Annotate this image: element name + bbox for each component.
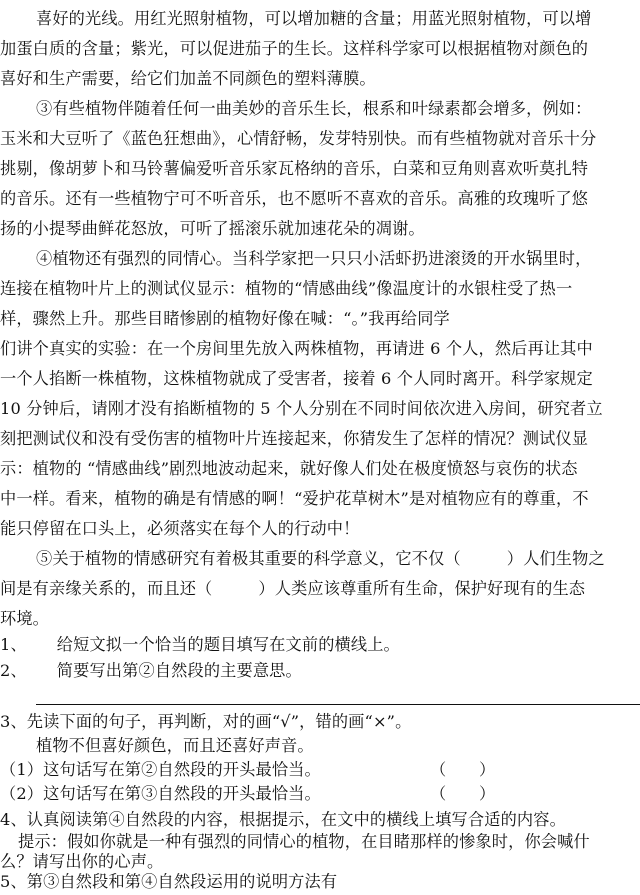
paragraph-4-line: 一个人掐断一株植物，这株植物就成了受害者，接着 6 个人同时离开。科学家规定 xyxy=(0,369,593,388)
q4-hint-line: 提示：假如你就是一种有强烈的同情心的植物，在目睹那样的惨象时，你会喊什 xyxy=(18,832,590,851)
paragraph-5-line: 环境。 xyxy=(0,609,50,628)
paragraph-3-line: 挑剔，像胡萝卜和马铃薯偏爱听音乐家瓦格纳的音乐，白菜和豆角则喜欢听莫扎特 xyxy=(0,159,589,178)
paragraph-3-line: 的音乐。还有一些植物宁可不听音乐，也不愿听不喜欢的音乐。高雅的玫瑰听了悠 xyxy=(0,189,589,208)
paragraph-4-line: 连接在植物叶片上的测试仪显示：植物的“情感曲线”像温度计的水银柱受了热一 xyxy=(0,279,573,298)
text-line: 喜好和生产需要，给它们加盖不同颜色的塑料薄膜。 xyxy=(0,69,376,88)
paragraph-3-line: 玉米和大豆听了《蓝色狂想曲》，心情舒畅，发芽特别快。而有些植物就对音乐十分 xyxy=(0,129,597,148)
q3-item-2: （2）这句话写在第③自然段的开头最恰当。 （ ） xyxy=(0,782,640,806)
q3-item-1: （1）这句话写在第②自然段的开头最恰当。 （ ） xyxy=(0,758,640,782)
question-5: 5、第③自然段和第④自然段运用的说明方法有 xyxy=(0,872,338,891)
paragraph-4-line: 示：植物的 “情感曲线”剧烈地波动起来，就好像人们处在极度愤怒与哀伤的状态 xyxy=(0,459,578,478)
q3-item-1-answer-paren[interactable]: （ ） xyxy=(430,760,496,779)
q3-sentence: 植物不但喜好颜色，而且还喜好声音。 xyxy=(36,736,314,755)
q2-answer-line[interactable] xyxy=(36,704,640,705)
text-line: 喜好的光线。用红光照射植物，可以增加糖的含量；用蓝光照射植物，可以增 xyxy=(36,9,592,28)
paragraph-3-line: ③有些植物伴随着任何一曲美妙的音乐生长，根系和叶绿素都会增多，例如： xyxy=(36,99,592,118)
question-3: 3、先读下面的句子，再判断，对的画“√”，错的画“×”。 xyxy=(0,712,412,731)
paragraph-4-line: 中一样。看来，植物的确是有情感的啊！“爱护花草树木”是对植物应有的尊重，不 xyxy=(0,489,589,508)
question-2: 2、 简要写出第②自然段的主要意思。 xyxy=(0,661,302,680)
paragraph-4-line: 样，骤然上升。那些目睹惨剧的植物好像在喊：“。”我再给同学 xyxy=(0,309,450,328)
paragraph-5-line: ⑤关于植物的情感研究有着极其重要的科学意义，它不仅（ ）人们生物之 xyxy=(36,549,605,568)
question-1: 1、 给短文拟一个恰当的题目填写在文前的横线上。 xyxy=(0,635,400,654)
text-line: 加蛋白质的含量；紫光，可以促进茄子的生长。这样科学家可以根据植物对颜色的 xyxy=(0,39,589,58)
paragraph-5-line: 间是有亲缘关系的，而且还（ ）人类应该尊重所有生命，保护好现有的生态 xyxy=(0,579,586,598)
q4-hint-line: 么？请写出你的心声。 xyxy=(0,852,164,871)
q3-item-2-answer-paren[interactable]: （ ） xyxy=(430,784,496,803)
paragraph-4-line: 刻把测试仪和没有受伤害的植物叶片连接起来，你猜发生了怎样的情况？测试仪显 xyxy=(0,429,589,448)
question-4: 4、认真阅读第④自然段的内容，根据提示，在文中的横线上填写合适的内容。 xyxy=(0,810,566,829)
paragraph-4-line: 能只停留在口头上，必须落实在每个人的行动中！ xyxy=(0,519,360,538)
paragraph-3-line: 扬的小提琴曲鲜花怒放，可听了摇滚乐就加速花朵的凋谢。 xyxy=(0,219,425,238)
paragraph-4-line: 们讲个真实的实验：在一个房间里先放入两株植物，再请进 6 个人，然后再让其中 xyxy=(0,339,593,358)
paragraph-4-line: 10 分钟后，请刚才没有掐断植物的 5 个人分别在不同时间依次进入房间，研究者立 xyxy=(0,399,603,418)
paragraph-4-line: ④植物还有强烈的同情心。当科学家把一只只小活虾扔进滚烫的开水锅里时， xyxy=(36,249,592,268)
